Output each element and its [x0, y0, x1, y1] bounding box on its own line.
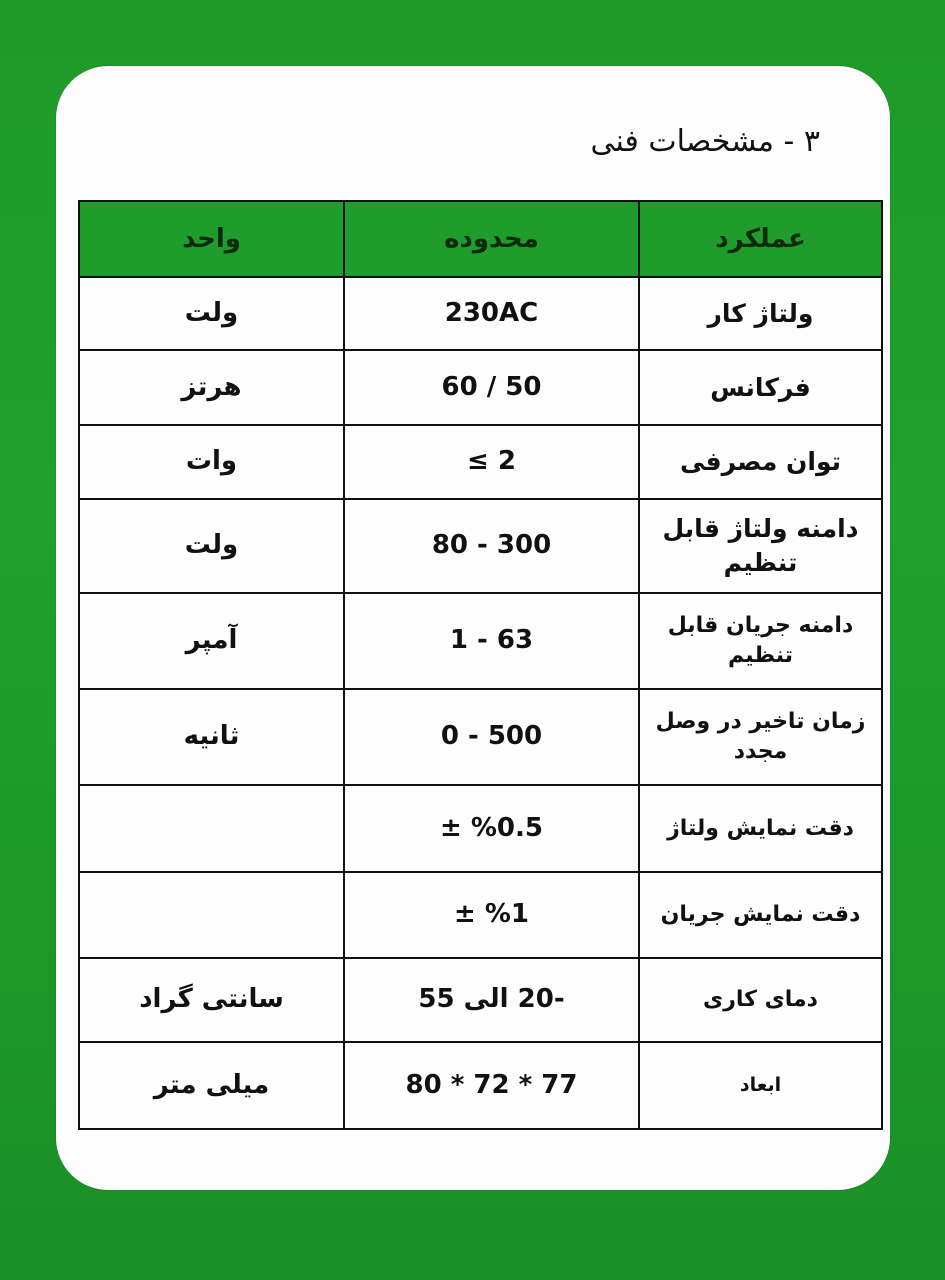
cell-unit: هرتز: [79, 350, 344, 425]
cell-unit: [79, 785, 344, 872]
table-header-row: [79, 201, 882, 277]
cell-function: ولتاژ کار: [639, 277, 882, 350]
spec-card: [56, 66, 890, 1190]
cell-unit: ولت: [79, 499, 344, 593]
cell-function: دامنه جریان قابل تنظیم: [639, 593, 882, 689]
cell-range: -20 الی 55: [344, 958, 639, 1042]
cell-unit: ولت: [79, 277, 344, 350]
cell-unit: وات: [79, 425, 344, 499]
cell-unit: [79, 872, 344, 958]
cell-function: دمای کاری: [639, 958, 882, 1042]
cell-function: دقت نمایش ولتاژ: [639, 785, 882, 872]
table-row: [79, 785, 882, 872]
table-row: [79, 593, 882, 689]
cell-range: ≤ 2: [344, 425, 639, 499]
cell-unit: میلی متر: [79, 1042, 344, 1129]
header-function: عملکرد: [639, 201, 882, 277]
table-row: [79, 499, 882, 593]
cell-range: 230AC: [344, 277, 639, 350]
table-row: [79, 872, 882, 958]
cell-unit: سانتی گراد: [79, 958, 344, 1042]
cell-function: فرکانس: [639, 350, 882, 425]
cell-function: توان مصرفی: [639, 425, 882, 499]
header-range: محدوده: [344, 201, 639, 277]
table-row: [79, 958, 882, 1042]
cell-unit: ثانیه: [79, 689, 344, 785]
cell-range: ± %0.5: [344, 785, 639, 872]
table-row: [79, 1042, 882, 1129]
cell-range: 80 * 72 * 77: [344, 1042, 639, 1129]
cell-function: ابعاد: [639, 1042, 882, 1129]
cell-range: 60 / 50: [344, 350, 639, 425]
cell-range: 80 - 300: [344, 499, 639, 593]
table-row: [79, 350, 882, 425]
cell-function: دقت نمایش جریان: [639, 872, 882, 958]
cell-function: دامنه ولتاژ قابل تنظیم: [639, 499, 882, 593]
table-row: [79, 277, 882, 350]
header-unit: واحد: [79, 201, 344, 277]
section-title: ۳ - مشخصات فنی: [590, 124, 820, 159]
table-row: [79, 425, 882, 499]
cell-range: 0 - 500: [344, 689, 639, 785]
cell-range: ± %1: [344, 872, 639, 958]
spec-table: [78, 200, 883, 1130]
table-row: [79, 689, 882, 785]
cell-range: 1 - 63: [344, 593, 639, 689]
cell-function: زمان تاخیر در وصل مجدد: [639, 689, 882, 785]
cell-unit: آمپر: [79, 593, 344, 689]
